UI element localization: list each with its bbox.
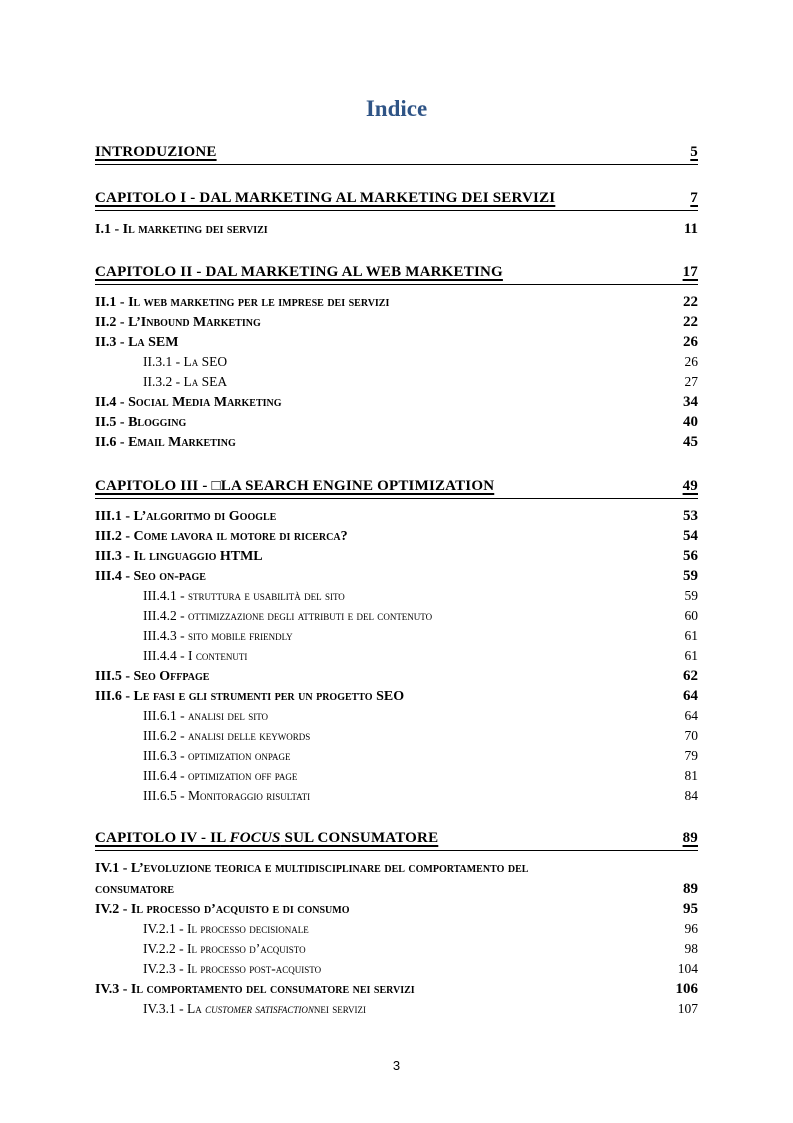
toc-label: IV.2.2 - Il processo d’acquisto — [143, 941, 306, 956]
toc-label: III.4.2 - ottimizzazione degli attributi e del contenuto — [143, 608, 433, 623]
toc-section-4-3[interactable] — [95, 981, 698, 998]
toc-label: IV.2.1 - Il processo decisionale — [143, 921, 309, 936]
toc-subsection-3-4-1[interactable] — [143, 588, 698, 604]
toc-subsection-4-2-2[interactable] — [143, 941, 698, 957]
table-of-contents — [95, 0, 698, 1030]
toc-label: CAPITOLO II - DAL MARKETING AL WEB MARKETING — [95, 264, 503, 280]
toc-page: 45 — [683, 434, 698, 450]
toc-section-4-1[interactable] — [95, 861, 698, 877]
toc-subsection-4-2-3[interactable] — [143, 961, 698, 977]
toc-label: IV.3.1 - La — [143, 1001, 206, 1016]
toc-number: II.6 - — [95, 435, 125, 450]
toc-page: 53 — [683, 508, 698, 524]
toc-label: nei servizi — [313, 1001, 367, 1016]
toc-page: 64 — [684, 708, 698, 723]
page-title: Indice — [365, 96, 428, 121]
toc-number: III.4 - — [95, 569, 131, 584]
toc-page: 89 — [683, 881, 698, 897]
toc-label: III.4.1 - struttura e usabilità del sito — [143, 588, 345, 603]
toc-page: 59 — [683, 568, 698, 584]
toc-chapter-2[interactable] — [95, 264, 698, 285]
toc-page: 104 — [677, 961, 698, 976]
toc-label: Il marketing dei servizi — [122, 222, 268, 237]
toc-page: 98 — [684, 941, 698, 956]
toc-number: II.5 - — [95, 415, 125, 430]
toc-page: 61 — [684, 628, 698, 643]
toc-label: II.3.2 - La SEA — [143, 374, 228, 389]
toc-subsection-2-3-1[interactable] — [143, 354, 698, 370]
toc-label: La SEM — [128, 335, 179, 350]
toc-page: 79 — [684, 748, 698, 763]
toc-subsection-4-3-1[interactable] — [143, 1001, 698, 1017]
toc-number: III.6 - — [95, 689, 131, 704]
toc-section-3-2[interactable] — [95, 528, 698, 545]
toc-page: 59 — [684, 588, 698, 603]
toc-label: Seo on-page — [133, 569, 206, 584]
toc-page: 81 — [684, 768, 698, 783]
toc-label: III.6.2 - analisi delle keywords — [143, 728, 311, 743]
toc-page: 17 — [682, 264, 698, 280]
toc-section-2-3[interactable] — [95, 334, 698, 351]
toc-page: 64 — [683, 688, 698, 704]
toc-page: 54 — [683, 528, 698, 544]
toc-page: 96 — [684, 921, 698, 936]
page-number: 3 — [392, 1058, 401, 1073]
toc-section-4-2[interactable] — [95, 901, 698, 918]
toc-subsection-3-6-3[interactable] — [143, 748, 698, 764]
toc-label: CAPITOLO IV - IL — [95, 830, 230, 846]
toc-chapter-introduzione[interactable] — [95, 144, 698, 165]
toc-page: 106 — [675, 981, 698, 997]
toc-label: III.4.3 - sito mobile friendly — [143, 628, 293, 643]
toc-label: Email Marketing — [128, 435, 236, 450]
toc-subsection-3-4-3[interactable] — [143, 628, 698, 644]
toc-page: 26 — [684, 354, 698, 369]
toc-subsection-3-6-1[interactable] — [143, 708, 698, 724]
toc-section-3-5[interactable] — [95, 668, 698, 685]
toc-page: 61 — [684, 648, 698, 663]
toc-section-2-4[interactable] — [95, 394, 698, 411]
toc-page: 5 — [690, 144, 698, 160]
toc-number: III.3 - — [95, 549, 131, 564]
toc-page: 11 — [683, 221, 698, 237]
toc-subsection-2-3-2[interactable] — [143, 374, 698, 390]
toc-label-emphasis: customer satisfaction — [205, 1001, 314, 1016]
toc-page: 22 — [683, 294, 698, 310]
toc-label: III.6.1 - analisi del sito — [143, 708, 269, 723]
toc-label: CAPITOLO I - DAL MARKETING AL MARKETING DEI SERVIZI — [95, 190, 556, 206]
toc-number: III.1 - — [95, 509, 131, 524]
toc-label: Seo Offpage — [133, 669, 210, 684]
toc-label: III.6.3 - optimization onpage — [143, 748, 291, 763]
toc-label: L’Inbound Marketing — [128, 315, 261, 330]
toc-section-2-1[interactable] — [95, 294, 698, 311]
toc-number: I.1 - — [95, 222, 120, 237]
toc-subsection-3-6-2[interactable] — [143, 728, 698, 744]
toc-page: 107 — [677, 1001, 698, 1016]
toc-page: 89 — [682, 830, 698, 846]
toc-label: Il comportamento del consumatore nei servizi — [130, 982, 415, 997]
toc-section-3-6[interactable] — [95, 688, 698, 705]
toc-subsection-4-2-1[interactable] — [143, 921, 698, 937]
toc-number: II.4 - — [95, 395, 125, 410]
toc-page: 60 — [684, 608, 698, 623]
toc-page: 34 — [683, 394, 698, 410]
toc-label: Le fasi e gli strumenti per un progetto SEO — [133, 689, 405, 704]
toc-number: IV.3 - — [95, 982, 128, 997]
toc-section-1-1[interactable] — [95, 221, 698, 238]
toc-number: III.2 - — [95, 529, 131, 544]
toc-section-3-3[interactable] — [95, 548, 698, 565]
toc-subsection-3-4-2[interactable] — [143, 608, 698, 624]
toc-section-2-2[interactable] — [95, 314, 698, 331]
toc-number: II.2 - — [95, 315, 125, 330]
toc-section-3-1[interactable] — [95, 508, 698, 525]
toc-label: L’algoritmo di Google — [133, 509, 277, 524]
toc-section-4-1-continued[interactable] — [95, 881, 698, 898]
toc-chapter-1[interactable] — [95, 190, 698, 211]
toc-subsection-3-6-4[interactable] — [143, 768, 698, 784]
toc-page: 56 — [683, 548, 698, 564]
toc-page: 27 — [684, 374, 698, 389]
toc-number: II.1 - — [95, 295, 125, 310]
toc-label: III.6.5 - Monitoraggio risultati — [143, 788, 311, 803]
toc-section-2-6[interactable] — [95, 434, 698, 451]
toc-label-emphasis: FOCUS — [229, 830, 281, 846]
toc-page: 40 — [683, 414, 698, 430]
toc-page: 84 — [684, 788, 698, 803]
toc-label: IV.2.3 - Il processo post-acquisto — [143, 961, 322, 976]
toc-chapter-3[interactable] — [95, 478, 698, 499]
toc-page: 7 — [690, 190, 698, 206]
toc-subsection-3-6-5[interactable] — [143, 788, 698, 804]
toc-label: III.6.4 - optimization off page — [143, 768, 298, 783]
toc-label: Social Media Marketing — [128, 395, 282, 410]
toc-number: II.3 - — [95, 335, 125, 350]
toc-label: SUL CONSUMATORE — [280, 830, 439, 846]
toc-number: IV.1 - — [95, 861, 128, 876]
toc-number: IV.2 - — [95, 902, 128, 917]
toc-page: 26 — [683, 334, 698, 350]
toc-label: CAPITOLO III - □LA SEARCH ENGINE OPTIMIZATION — [95, 478, 495, 494]
toc-page: 22 — [683, 314, 698, 330]
toc-number: III.5 - — [95, 669, 131, 684]
toc-label: INTRODUZIONE — [95, 144, 217, 160]
toc-page: 70 — [684, 728, 698, 743]
toc-label: L’evoluzione teorica e multidisciplinare del comportamento del — [130, 861, 529, 876]
toc-label: consumatore — [95, 882, 175, 897]
toc-chapter-4[interactable] — [95, 830, 698, 851]
toc-section-3-4[interactable] — [95, 568, 698, 585]
toc-label: II.3.1 - La SEO — [143, 354, 228, 369]
toc-page: 95 — [683, 901, 698, 917]
toc-subsection-3-4-4[interactable] — [143, 648, 698, 664]
toc-page: 62 — [683, 668, 698, 684]
toc-label: Il linguaggio HTML — [133, 549, 263, 564]
toc-label: Il web marketing per le imprese dei servizi — [128, 295, 390, 310]
toc-label: Blogging — [128, 415, 187, 430]
toc-section-2-5[interactable] — [95, 414, 698, 431]
toc-label: Come lavora il motore di ricerca? — [133, 529, 348, 544]
toc-label: III.4.4 - I contenuti — [143, 648, 248, 663]
toc-label: Il processo d’acquisto e di consumo — [130, 902, 350, 917]
toc-page: 49 — [682, 478, 698, 494]
